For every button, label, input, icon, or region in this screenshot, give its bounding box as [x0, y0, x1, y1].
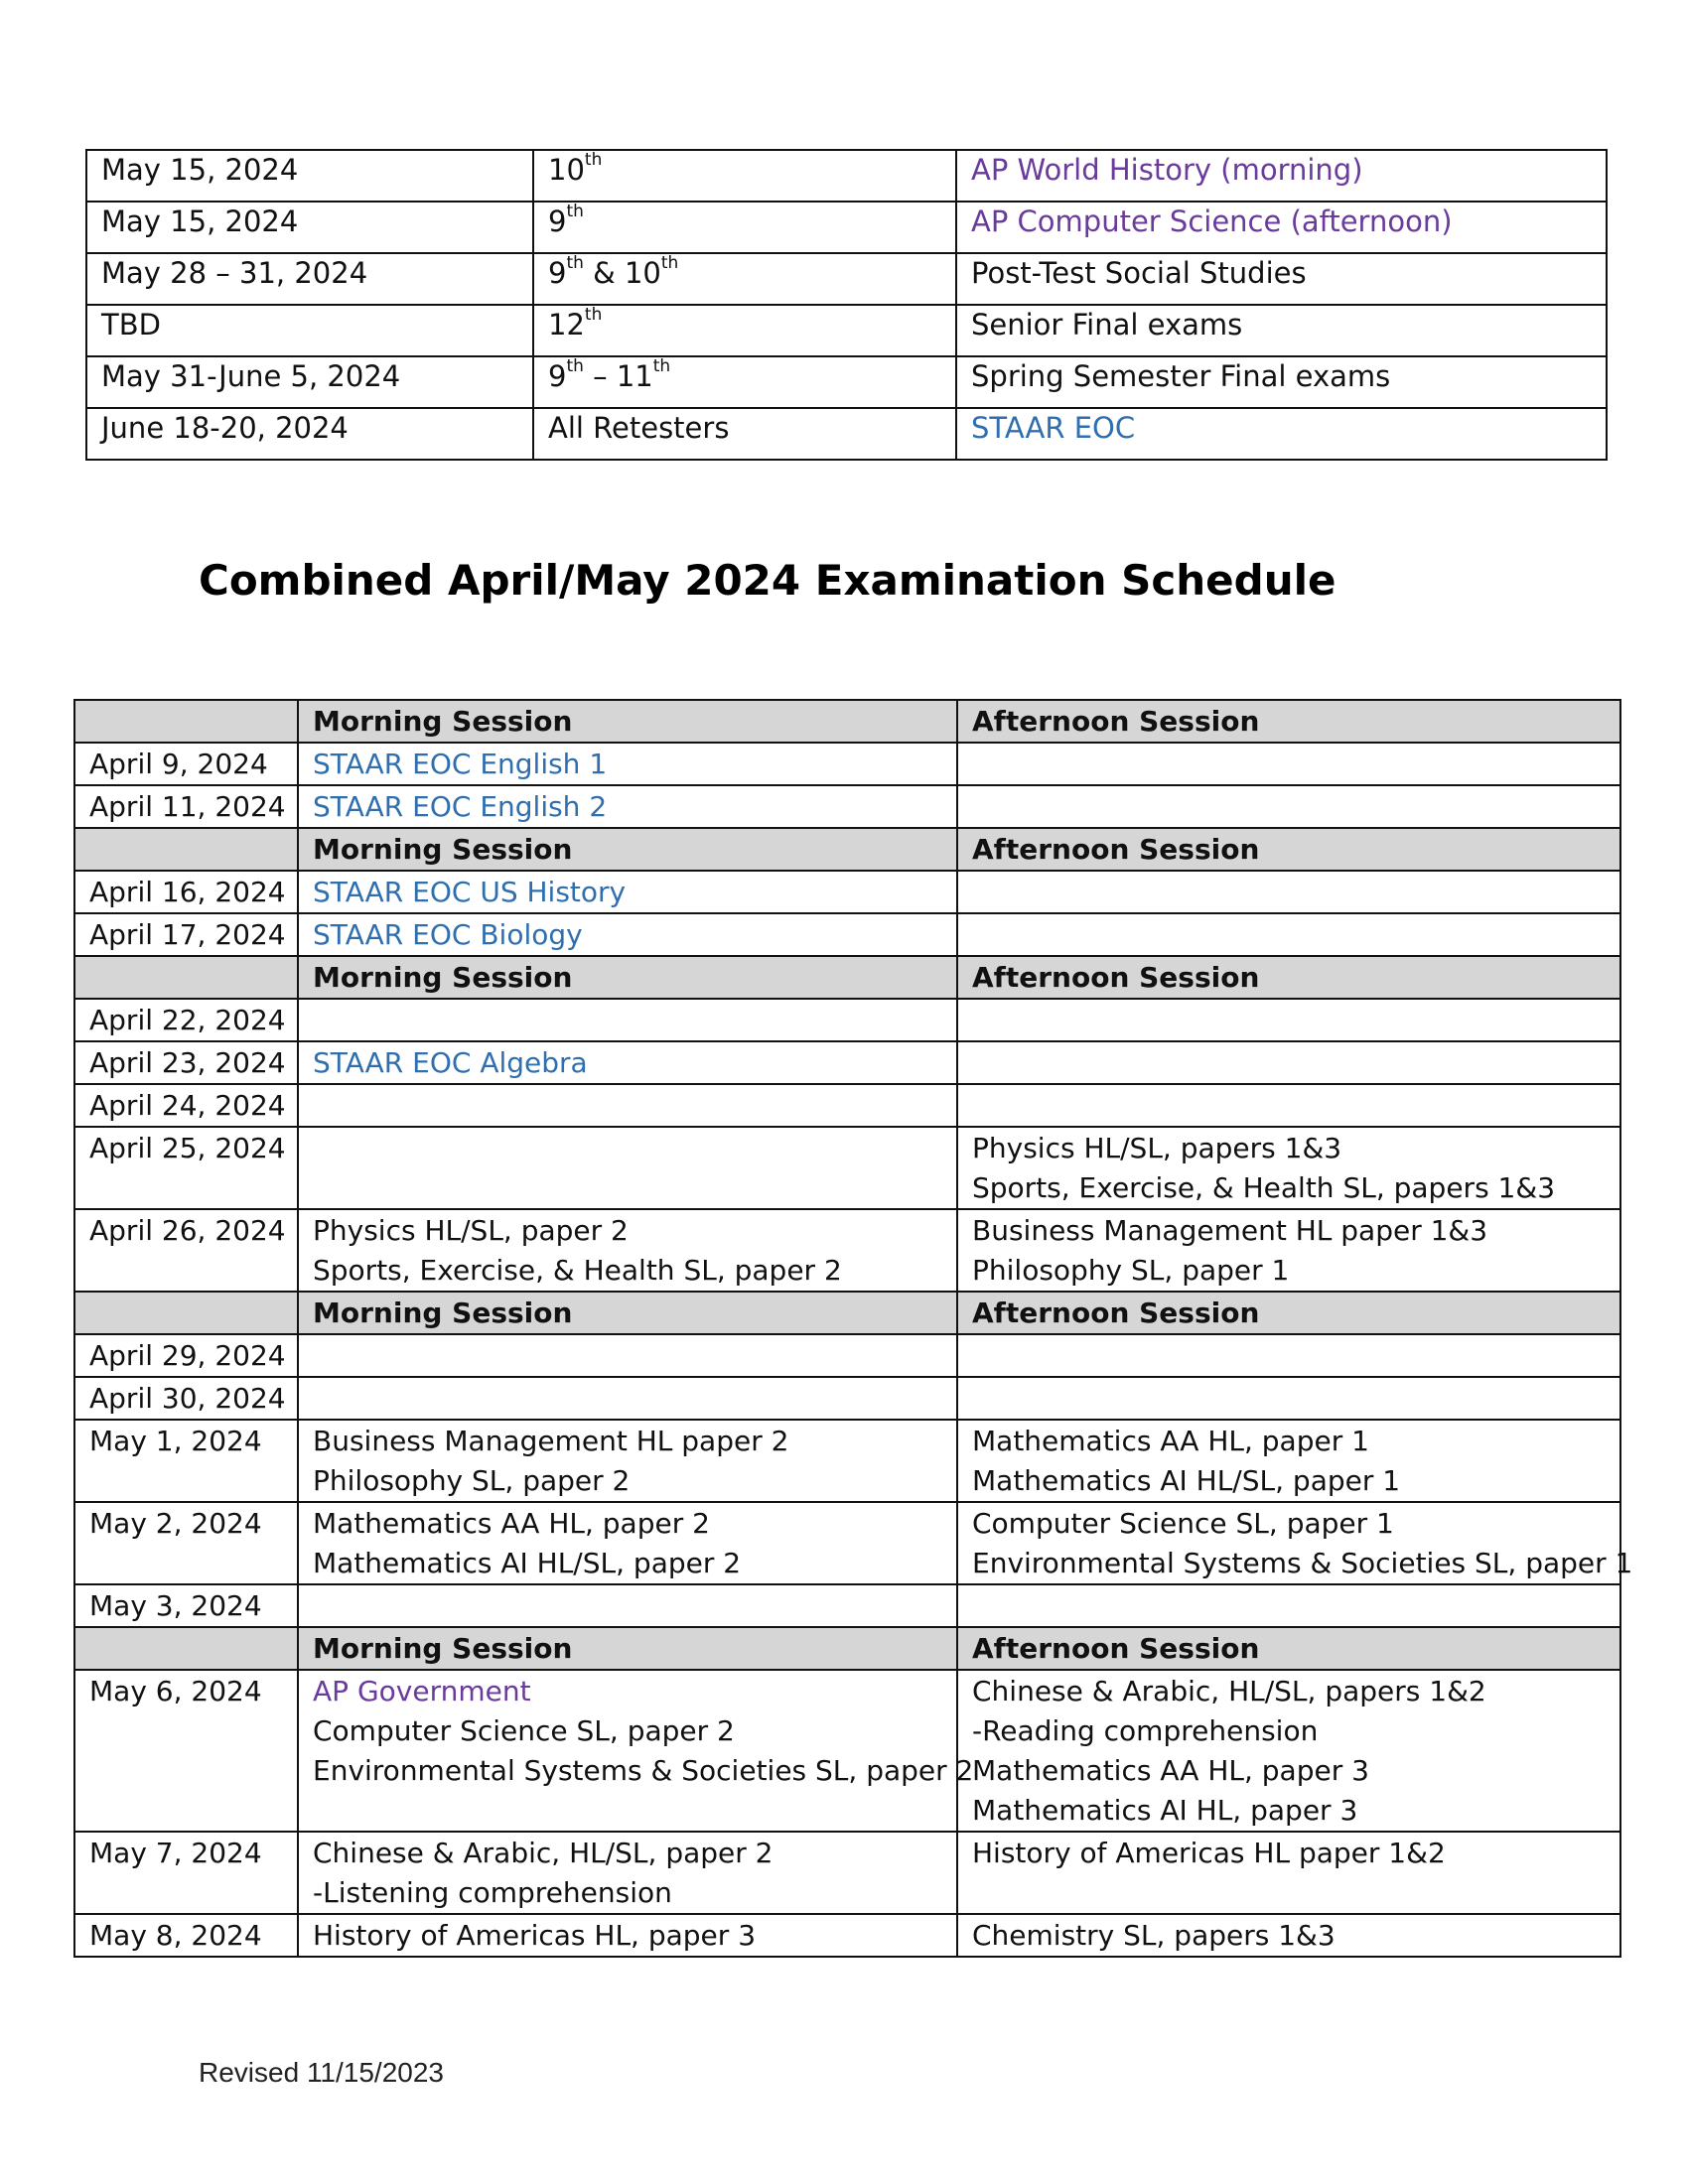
exam-entry: Chinese & Arabic, HL/SL, papers 1&2: [972, 1675, 1486, 1707]
exam-entry: Mathematics AA HL, paper 3: [972, 1754, 1369, 1787]
schedule-date-cell: April 9, 2024: [74, 743, 298, 785]
morning-session-header: Morning Session: [298, 1627, 957, 1670]
exam-entry: STAAR EOC English 1: [313, 748, 608, 780]
grade-text: 10: [548, 153, 585, 187]
header-blank-cell: [74, 1292, 298, 1334]
afternoon-exams-cell: [957, 1832, 1620, 1914]
exam-name: Post-Test Social Studies: [971, 256, 1307, 290]
exam-date-cell: May 31-June 5, 2024: [86, 356, 533, 408]
schedule-day-row: [74, 1209, 1620, 1292]
header-blank-cell: [74, 1627, 298, 1670]
morning-exams-cell: [298, 1377, 957, 1420]
afternoon-exams-cell: [957, 871, 1620, 913]
morning-exams-cell: [298, 1502, 957, 1584]
grade-ordinal: th: [584, 150, 603, 171]
exam-name: Spring Semester Final exams: [971, 359, 1391, 393]
schedule-date-cell: April 23, 2024: [74, 1041, 298, 1084]
schedule-date-cell: April 29, 2024: [74, 1334, 298, 1377]
grade-cell: [533, 356, 956, 408]
schedule-day-row: [74, 1502, 1620, 1584]
exam-entry: Sports, Exercise, & Health SL, papers 1&3: [972, 1171, 1556, 1204]
grade-ordinal: th: [566, 356, 584, 377]
morning-session-header: Morning Session: [298, 1292, 957, 1334]
grade-range-text: – 11: [583, 359, 653, 393]
exam-date-cell: May 15, 2024: [86, 150, 533, 202]
exam-entry: Chinese & Arabic, HL/SL, paper 2: [313, 1837, 774, 1869]
morning-exams-cell: [298, 1084, 957, 1127]
grade-exam-row: [86, 305, 1607, 356]
afternoon-exams-cell: [957, 1377, 1620, 1420]
morning-exams-cell: [298, 871, 957, 913]
morning-exams-cell: [298, 999, 957, 1041]
schedule-day-row: [74, 1670, 1620, 1832]
morning-exams-cell: [298, 913, 957, 956]
grade-text: 9: [548, 359, 567, 393]
grade-text: 12: [548, 308, 585, 341]
exam-entry: Computer Science SL, paper 2: [313, 1714, 735, 1747]
exam-entry: Computer Science SL, paper 1: [972, 1507, 1394, 1540]
schedule-date-cell: April 24, 2024: [74, 1084, 298, 1127]
morning-session-header: Morning Session: [298, 700, 957, 743]
exam-name-cell: [956, 253, 1607, 305]
schedule-day-row: [74, 1914, 1620, 1957]
header-blank-cell: [74, 828, 298, 871]
grade-cell: [533, 202, 956, 253]
schedule-day-row: [74, 1832, 1620, 1914]
grade-text: 9: [548, 256, 567, 290]
afternoon-exams-cell: [957, 1084, 1620, 1127]
morning-session-header: Morning Session: [298, 828, 957, 871]
grade-ordinal: th: [566, 202, 584, 222]
exam-entry: Environmental Systems & Societies SL, paper 1: [972, 1547, 1633, 1579]
schedule-date-cell: May 2, 2024: [74, 1502, 298, 1584]
morning-exams-cell: [298, 1041, 957, 1084]
afternoon-exams-cell: [957, 1914, 1620, 1957]
schedule-date-cell: April 17, 2024: [74, 913, 298, 956]
afternoon-exams-cell: [957, 1209, 1620, 1292]
exam-date-cell: May 15, 2024: [86, 202, 533, 253]
exam-name-cell: [956, 408, 1607, 460]
exam-entry: STAAR EOC Algebra: [313, 1046, 588, 1079]
morning-exams-cell: [298, 1914, 957, 1957]
afternoon-session-header: Afternoon Session: [957, 700, 1620, 743]
morning-exams-cell: [298, 1334, 957, 1377]
schedule-date-cell: April 30, 2024: [74, 1377, 298, 1420]
exam-entry: History of Americas HL paper 1&2: [972, 1837, 1446, 1869]
grade-cell: [533, 150, 956, 202]
afternoon-session-header: Afternoon Session: [957, 1292, 1620, 1334]
morning-exams-cell: [298, 785, 957, 828]
schedule-date-cell: May 8, 2024: [74, 1914, 298, 1957]
schedule-date-cell: April 26, 2024: [74, 1209, 298, 1292]
exam-entry: Physics HL/SL, paper 2: [313, 1214, 629, 1247]
grade-cell: [533, 408, 956, 460]
grade-ordinal: th: [584, 305, 603, 326]
afternoon-exams-cell: [957, 1041, 1620, 1084]
afternoon-exams-cell: [957, 1670, 1620, 1832]
exam-entry: Environmental Systems & Societies SL, paper 2: [313, 1754, 974, 1787]
schedule-date-cell: May 7, 2024: [74, 1832, 298, 1914]
schedule-date-cell: April 22, 2024: [74, 999, 298, 1041]
exam-name: STAAR EOC: [971, 411, 1136, 445]
schedule-day-row: [74, 1377, 1620, 1420]
revised-date: Revised 11/15/2023: [199, 2057, 444, 2088]
exam-entry: -Listening comprehension: [313, 1876, 672, 1909]
schedule-day-row: [74, 1084, 1620, 1127]
grade-cell: [533, 253, 956, 305]
exam-entry: STAAR EOC English 2: [313, 790, 608, 823]
grade-text: 9: [548, 205, 567, 238]
exam-entry: Chemistry SL, papers 1&3: [972, 1919, 1336, 1952]
exam-entry: STAAR EOC Biology: [313, 918, 583, 951]
grade-ordinal: th: [566, 253, 584, 274]
morning-session-header: Morning Session: [298, 956, 957, 999]
session-header-row: [74, 1292, 1620, 1334]
schedule-date-cell: May 6, 2024: [74, 1670, 298, 1832]
exam-entry: Sports, Exercise, & Health SL, paper 2: [313, 1254, 842, 1287]
schedule-date-cell: April 11, 2024: [74, 785, 298, 828]
header-blank-cell: [74, 956, 298, 999]
schedule-day-row: [74, 871, 1620, 913]
exam-entry: Mathematics AA HL, paper 1: [972, 1425, 1369, 1457]
grade-text: All Retesters: [548, 411, 730, 445]
session-header-row: [74, 700, 1620, 743]
exam-entry: Mathematics AI HL/SL, paper 2: [313, 1547, 742, 1579]
morning-exams-cell: [298, 743, 957, 785]
afternoon-exams-cell: [957, 1420, 1620, 1502]
exam-entry: AP Government: [313, 1675, 531, 1707]
exam-name: AP Computer Science (afternoon): [971, 205, 1453, 238]
exam-entry: Mathematics AA HL, paper 2: [313, 1507, 710, 1540]
exam-schedule-table-body: [74, 700, 1633, 1957]
schedule-day-row: [74, 999, 1620, 1041]
schedule-day-row: [74, 785, 1620, 828]
schedule-day-row: [74, 1584, 1620, 1627]
exam-entry: Philosophy SL, paper 2: [313, 1464, 631, 1497]
exam-name: Senior Final exams: [971, 308, 1243, 341]
exam-date-cell: TBD: [86, 305, 533, 356]
grade-exam-row: [86, 253, 1607, 305]
grade-exam-row: [86, 408, 1607, 460]
schedule-day-row: [74, 913, 1620, 956]
grade-exam-table: [85, 149, 1608, 461]
schedule-day-row: [74, 1334, 1620, 1377]
exam-entry: Physics HL/SL, papers 1&3: [972, 1132, 1342, 1164]
exam-entry: History of Americas HL, paper 3: [313, 1919, 757, 1952]
exam-name-cell: [956, 356, 1607, 408]
grade-ordinal: th: [660, 253, 679, 274]
afternoon-exams-cell: [957, 1584, 1620, 1627]
exam-name-cell: [956, 202, 1607, 253]
afternoon-exams-cell: [957, 743, 1620, 785]
grade-exam-table-body: [86, 150, 1607, 460]
afternoon-exams-cell: [957, 1502, 1633, 1584]
morning-exams-cell: [298, 1832, 957, 1914]
afternoon-exams-cell: [957, 1334, 1620, 1377]
morning-exams-cell: [298, 1670, 974, 1832]
grade-ordinal: th: [652, 356, 671, 377]
afternoon-exams-cell: [957, 999, 1620, 1041]
afternoon-exams-cell: [957, 785, 1620, 828]
exam-name-cell: [956, 150, 1607, 202]
grade-exam-row: [86, 356, 1607, 408]
afternoon-exams-cell: [957, 913, 1620, 956]
afternoon-session-header: Afternoon Session: [957, 956, 1620, 999]
grade-cell: [533, 305, 956, 356]
morning-exams-cell: [298, 1209, 957, 1292]
page-title: Combined April/May 2024 Examination Schedule: [199, 556, 1336, 605]
exam-entry: Philosophy SL, paper 1: [972, 1254, 1290, 1287]
grade-exam-row: [86, 150, 1607, 202]
schedule-day-row: [74, 1420, 1620, 1502]
exam-schedule-table: [73, 699, 1633, 1958]
morning-exams-cell: [298, 1420, 957, 1502]
grade-range-text: & 10: [583, 256, 661, 290]
schedule-date-cell: May 3, 2024: [74, 1584, 298, 1627]
morning-exams-cell: [298, 1584, 957, 1627]
exam-entry: Business Management HL paper 2: [313, 1425, 789, 1457]
afternoon-exams-cell: [957, 1127, 1620, 1209]
exam-name: AP World History (morning): [971, 153, 1363, 187]
schedule-day-row: [74, 1127, 1620, 1209]
exam-entry: -Reading comprehension: [972, 1714, 1319, 1747]
exam-entry: STAAR EOC US History: [313, 876, 627, 908]
session-header-row: [74, 828, 1620, 871]
schedule-date-cell: April 25, 2024: [74, 1127, 298, 1209]
exam-date-cell: May 28 – 31, 2024: [86, 253, 533, 305]
exam-entry: Mathematics AI HL/SL, paper 1: [972, 1464, 1401, 1497]
morning-exams-cell: [298, 1127, 957, 1209]
afternoon-session-header: Afternoon Session: [957, 828, 1620, 871]
session-header-row: [74, 956, 1620, 999]
grade-exam-row: [86, 202, 1607, 253]
exam-date-cell: June 18-20, 2024: [86, 408, 533, 460]
schedule-day-row: [74, 1041, 1620, 1084]
header-blank-cell: [74, 700, 298, 743]
session-header-row: [74, 1627, 1620, 1670]
schedule-date-cell: May 1, 2024: [74, 1420, 298, 1502]
schedule-day-row: [74, 743, 1620, 785]
exam-name-cell: [956, 305, 1607, 356]
afternoon-session-header: Afternoon Session: [957, 1627, 1620, 1670]
exam-entry: Mathematics AI HL, paper 3: [972, 1794, 1358, 1827]
exam-entry: Business Management HL paper 1&3: [972, 1214, 1488, 1247]
schedule-date-cell: April 16, 2024: [74, 871, 298, 913]
